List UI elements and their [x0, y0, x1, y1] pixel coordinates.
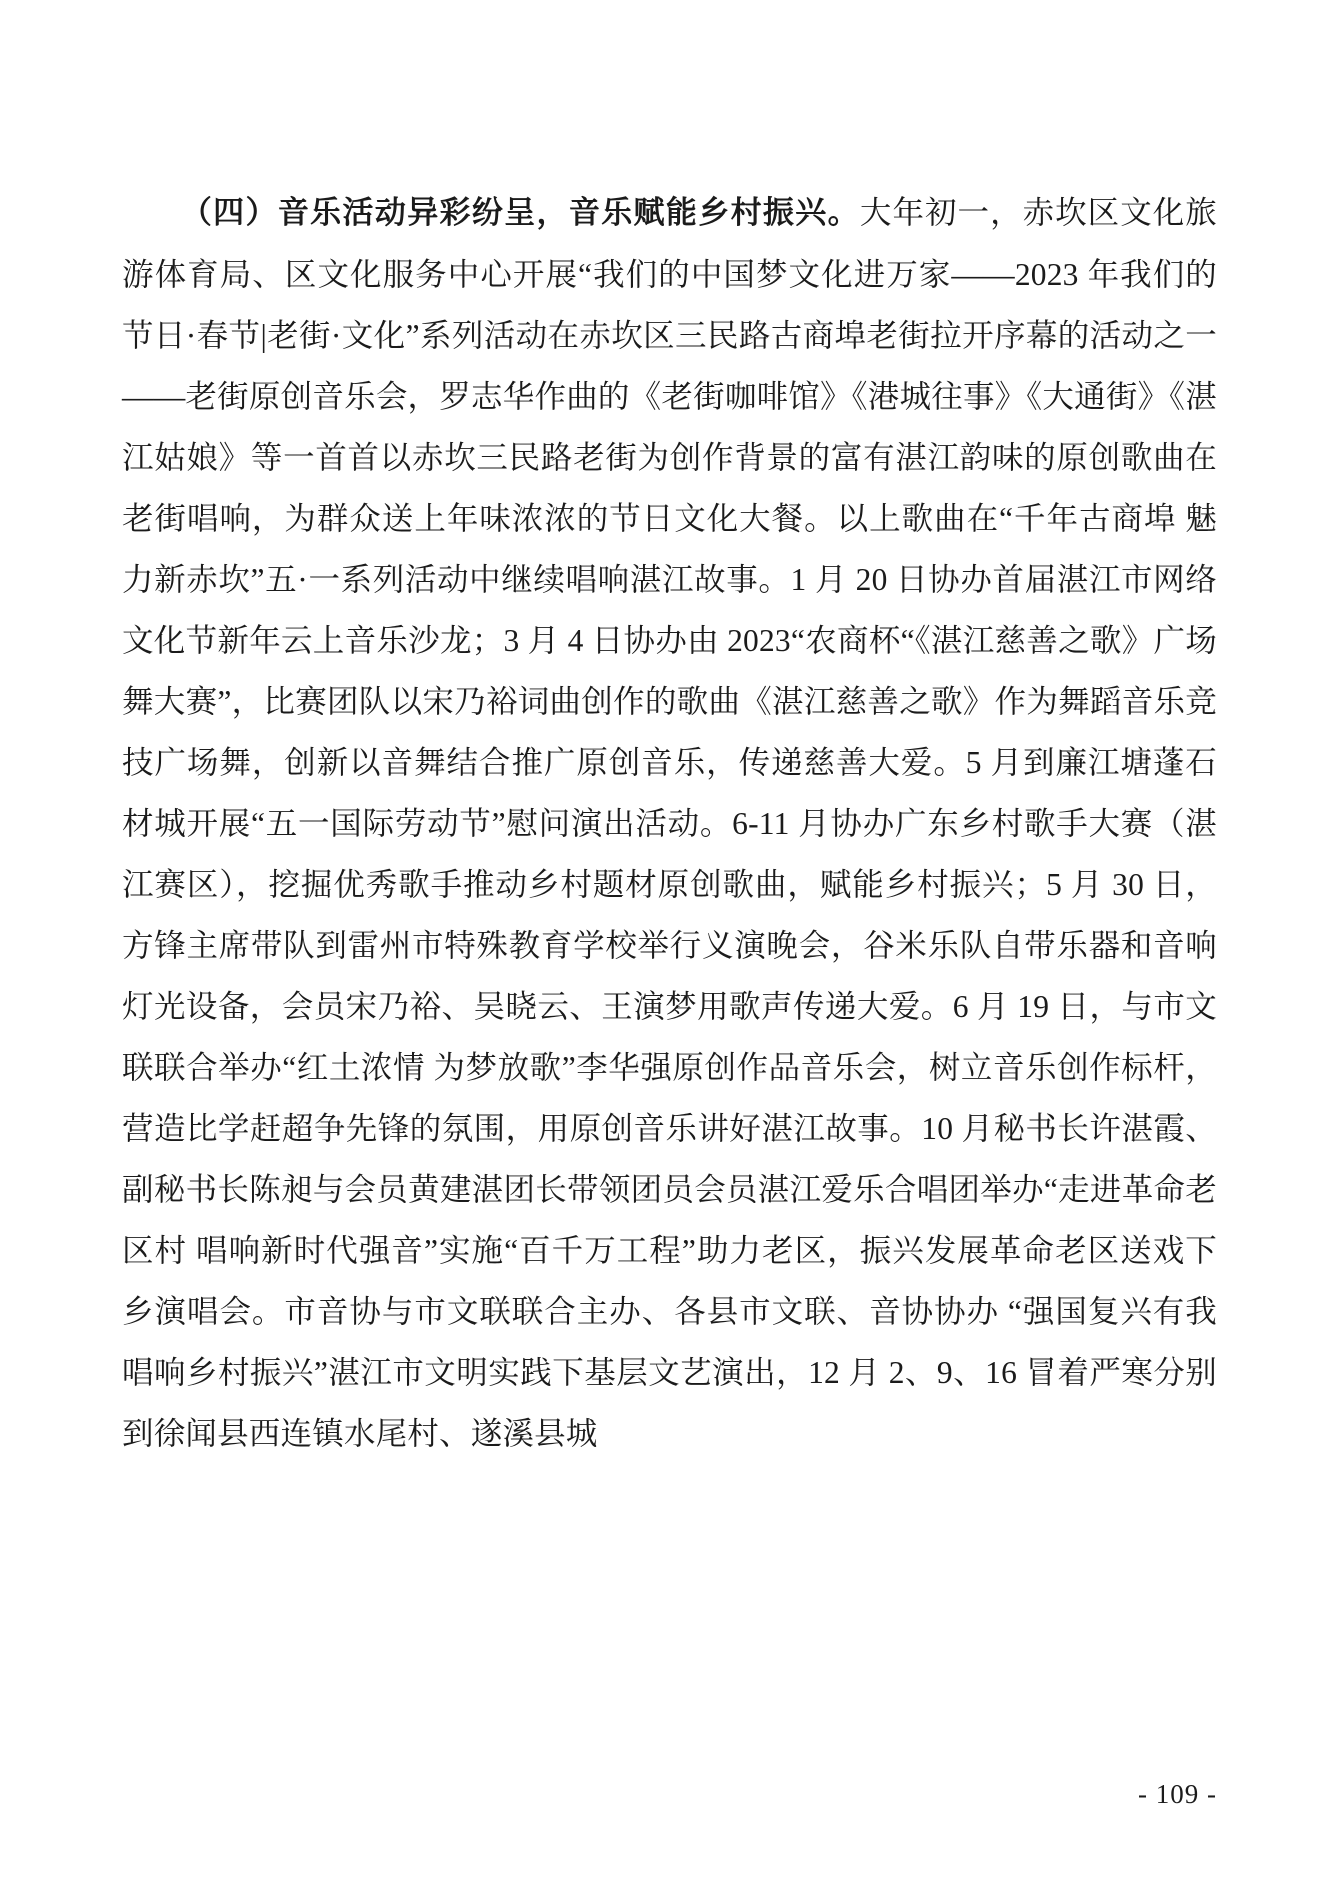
page-number: - 109 -	[1138, 1779, 1217, 1809]
body-paragraph	[122, 182, 1217, 1464]
section-heading: （四）音乐活动异彩纷呈，音乐赋能乡村振兴。	[180, 194, 860, 231]
paragraph-body: 大年初一，赤坎区文化旅游体育局、区文化服务中心开展“我们的中国梦文化进万家——2023 年我们的节日·春节|老街·文化”系列活动在赤坎区三民路古商埠老街拉开序幕的活动之一——老街原创音乐会，罗志华作曲的《老街咖啡馆》《港城往事》《大通街》《湛江姑娘》等一首首以赤坎三民路老街为创作背景的富有湛江韵味的原创歌曲在老街唱响，为群众送上年味浓浓的节日文化大餐。以上歌曲在“千年古商埠 魅力新赤坎”五·一系列活动中继续唱响湛江故事。1 月 20 日协办首届湛江市网络文化节新年云上音乐沙龙；3 月 4 日协办由 2023“农商杯“《湛江慈善之歌》广场舞大赛”，比赛团队以宋乃裕词曲创作的歌曲《湛江慈善之歌》作为舞蹈音乐竞技广场舞，创新以音舞结合推广原创音乐，传递慈善大爱。5 月到廉江塘蓬石材城开展“五一国际劳动节”慰问演出活动。6-11 月协办广东乡村歌手大赛（湛江赛区），挖掘优秀歌手推动乡村题材原创歌曲，赋能乡村振兴；5 月 30 日，方锋主席带队到雷州市特殊教育学校举行义演晚会，谷米乐队自带乐器和音响灯光设备，会员宋乃裕、吴晓云、王演梦用歌声传递大爱。6 月 19 日，与市文联联合举办“红土浓情 为梦放歌”李华强原创作品音乐会，树立音乐创作标杆，营造比学赶超争先锋的氛围，用原创音乐讲好湛江故事。10 月秘书长许湛霞、副秘书长陈昶与会员黄建湛团长带领团员会员湛江爱乐合唱团举办“走进革命老区村 唱响新时代强音”实施“百千万工程”助力老区，振兴发展革命老区送戏下乡演唱会。市音协与市文联联合主办、各县市文联、音协协办 “强国复兴有我 唱响乡村振兴”湛江市文明实践下基层文艺演出，12 月 2、9、16 冒着严寒分别到徐闻县西连镇水尾村、遂溪县城	[122, 194, 1217, 1451]
